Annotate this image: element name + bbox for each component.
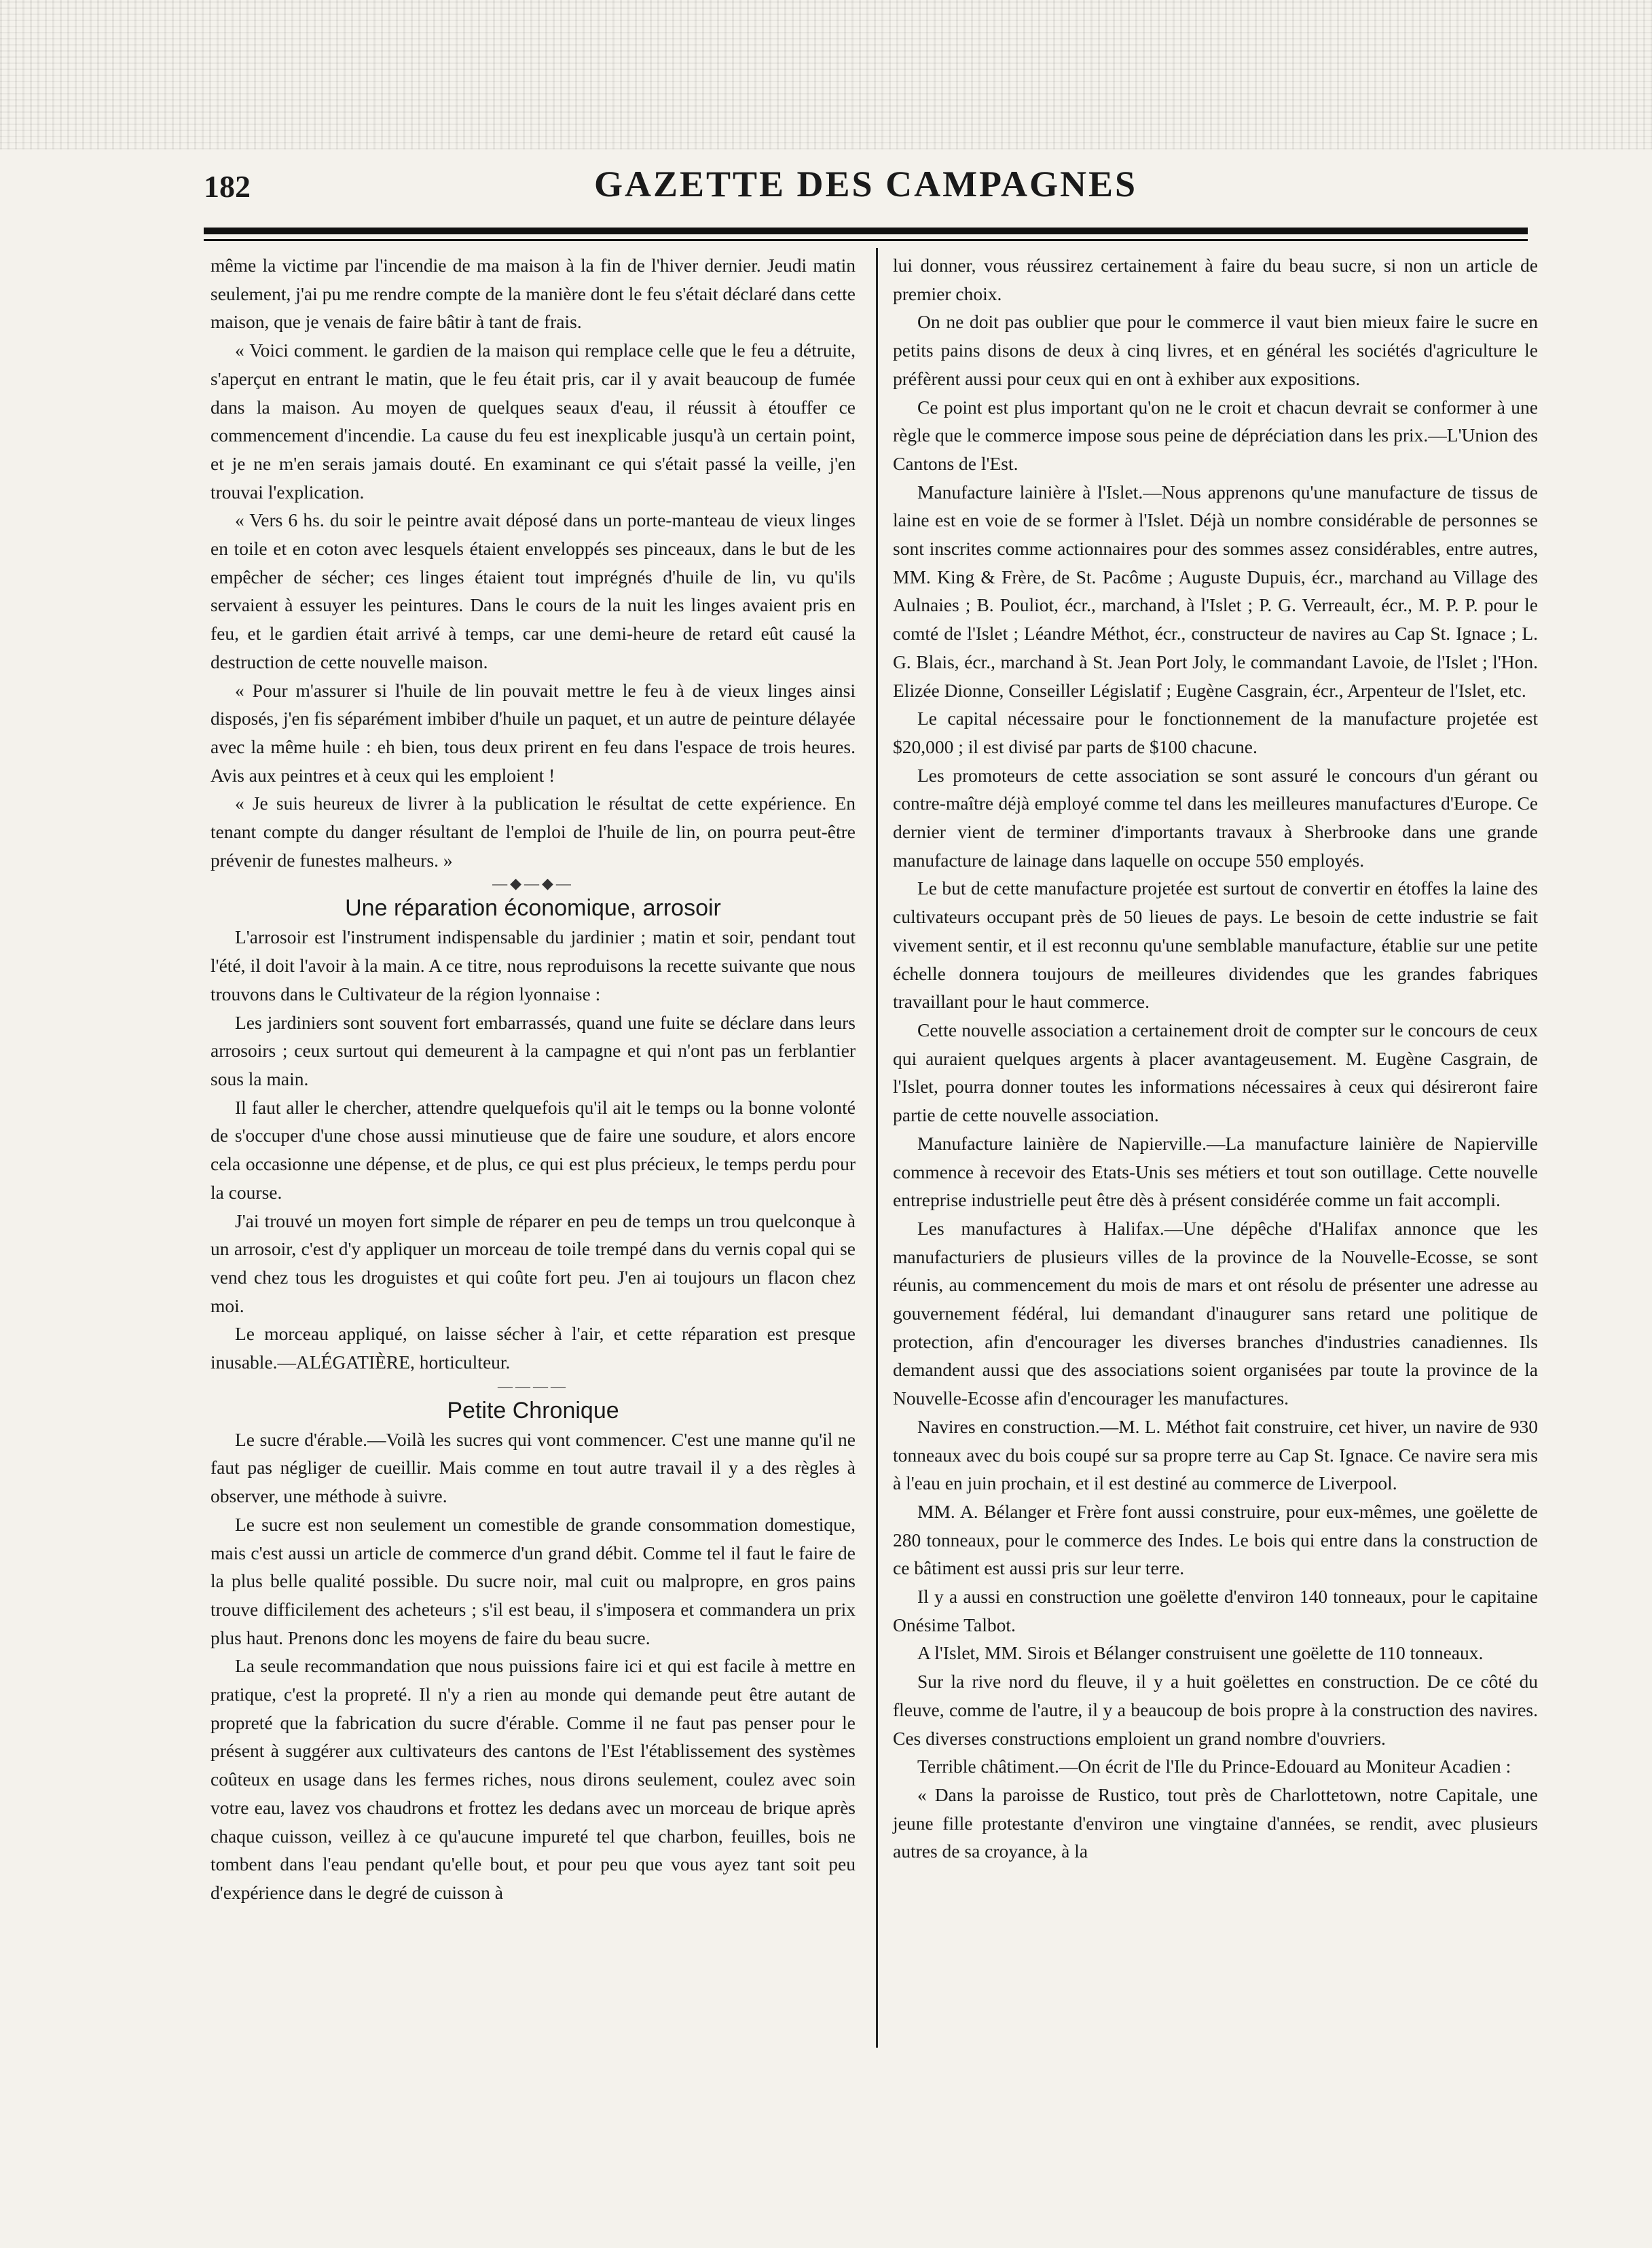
- scan-noise: [0, 0, 1652, 149]
- paragraph: Ce point est plus important qu'on ne le croit et chacun devrait se conformer à une règle que le commerce impose sous peine de dépréciation dans les prix.—L'Union des Cantons de l'Est.: [893, 396, 1538, 474]
- paragraph: Manufacture lainière à l'Islet.—Nous apprenons qu'une manufacture de tissus de laine est en voie de se former à l'Islet. Déjà un nombre considérable de personnes se sont inscrites comme actionnaires pour des sommes assez considérables, entre autres, MM. King & Frère, de St. Pacôme ; Auguste Dupuis, écr., marchand au Village des Aulnaies ; B. Pouliot, écr., marchand, à l'Islet ; P. G. Verreault, écr., M. P. P. pour le comté de l'Islet ; Léandre Méthot, écr., constructeur de navires au Cap St. Ignace ; L. G. Blais, écr., marchand à St. Jean Port Joly, le commandant Lavoie, de l'Islet ; l'Hon. Elizée Dionne, Conseiller Législatif ; Eugène Casgrain, écr., Arpenteur de l'Islet, etc.: [893, 481, 1538, 701]
- paragraph: Navires en construction.—M. L. Méthot fait construire, cet hiver, un navire de 930 tonneaux avec du bois coupé sur sa propre terre au Cap St. Ignace. Ce navire sera mis à l'eau en juin prochain, et il est destiné au commerce de Liverpool.: [893, 1415, 1538, 1494]
- separator-ornament: ————: [498, 1377, 568, 1394]
- paragraph: Terrible châtiment.—On écrit de l'Ile du Prince-Edouard au Moniteur Acadien :: [917, 1756, 1511, 1777]
- paragraph: « Je suis heureux de livrer à la publication le résultat de cette expérience. En tenant compte du danger résultant de l'emploi de l'huile de lin, on pourra peut-être prévenir de funestes malheurs. »: [210, 793, 856, 871]
- page-number: 182: [204, 169, 251, 204]
- paragraph: Cette nouvelle association a certainement droit de compter sur le concours de ceux qui auraient quelques argents à placer avantageusement. M. Eugène Casgrain, de l'Islet, pourra donner toutes les informations nécessaires à ceux qui désireront faire partie de cette nouvelle association.: [893, 1019, 1538, 1126]
- left-column: [210, 251, 856, 1907]
- paragraph: « Dans la paroisse de Rustico, tout près de Charlottetown, notre Capitale, une jeune fille protestante d'environ une vingtaine d'années, se rendit, avec plusieurs autres de sa croyance, à la: [893, 1783, 1538, 1862]
- separator-ornament: —◆—◆—: [492, 875, 574, 892]
- paragraph: Il y a aussi en construction une goëlette d'environ 140 tonneaux, pour le capitaine Onésime Talbot.: [893, 1586, 1538, 1635]
- right-column: [893, 251, 1538, 1866]
- masthead-title: GAZETTE DES CAMPAGNES: [593, 164, 1138, 204]
- paragraph: Manufacture lainière de Napierville.—La manufacture lainière de Napierville commence à recevoir des Etats-Unis ses métiers et tout son outillage. Cette nouvelle entreprise industrielle peut être dès à présent considérée comme un fait accompli.: [893, 1132, 1538, 1211]
- paragraph: Les jardiniers sont souvent fort embarrassés, quand une fuite se déclare dans leurs arrosoirs ; ceux surtout qui demeurent à la campagne et qui n'ont pas un ferblantier sous la main.: [210, 1011, 856, 1089]
- header-rule-thick: [204, 228, 1528, 234]
- header-rule-thin: [204, 239, 1528, 241]
- section-title: Une réparation économique, arrosoir: [345, 895, 721, 922]
- paragraph: Le but de cette manufacture projetée est surtout de convertir en étoffes la laine des cultivateurs occupant près de 50 lieues de pays. Le besoin de cette industrie se fait vivement sentir, et il est reconnu qu'une semblable manufacture, établie sur une petite échelle donnera toujours de meilleures dividendes que les grandes fabriques travaillant pour le haut commerce.: [893, 877, 1538, 1013]
- paragraph: Le capital nécessaire pour le fonctionnement de la manufacture projetée est $20,000 ; il est divisé par parts de $100 chacune.: [893, 708, 1538, 757]
- section-title: Petite Chronique: [447, 1397, 619, 1424]
- paragraph: J'ai trouvé un moyen fort simple de réparer en peu de temps un trou quelconque à un arrosoir, c'est d'y appliquer un morceau de toile trempé dans du vernis copal qui se vend chez tous les droguistes et qui coûte fort peu. J'en ai toujours un flacon chez moi.: [210, 1210, 856, 1316]
- paragraph: La seule recommandation que nous puissions faire ici et qui est facile à mettre en pratique, c'est la propreté. Il n'y a rien au monde qui demande peut être autant de propreté que la fabrication du sucre d'érable. Comme il ne faut pas penser pour le présent à suggérer aux cultivateurs des cantons de l'Est l'établissement des systèmes coûteux en usage dans les fermes riches, nous dirons seulement, coulez avec soin votre eau, lavez vos chaudrons et frottez les dedans avec un morceau de brique après chaque cuisson, veillez à ce qu'aucune impureté tel que charbon, feuilles, bois ne tombent dans l'eau pendant qu'elle bout, et pour peu que vous ayez tant soit peu d'expérience dans le degré de cuisson à: [210, 1655, 856, 1903]
- paragraph: même la victime par l'incendie de ma maison à la fin de l'hiver dernier. Jeudi matin seulement, j'ai pu me rendre compte de la manière dont le feu s'était déclaré dans cette maison, que je venais de faire bâtir à tant de frais.: [210, 255, 856, 333]
- page-header: [204, 163, 1528, 217]
- paragraph: Il faut aller le chercher, attendre quelquefois qu'il ait le temps ou la bonne volonté de s'occuper d'une chose aussi minutieuse que de faire une soudure, et alors encore cela occasionne une dépense, et de plus, ce qui est plus précieux, le temps perdu pour la course.: [210, 1096, 856, 1203]
- paragraph: « Pour m'assurer si l'huile de lin pouvait mettre le feu à de vieux linges ainsi disposés, j'en fis séparément imbiber d'huile un paquet, et un autre de peinture délayée avec la même huile : eh bien, tous deux prirent en feu dans l'espace de trois heures. Avis aux peintres et à ceux qui les emploient !: [210, 679, 856, 786]
- paragraph: Les manufactures à Halifax.—Une dépêche d'Halifax annonce que les manufacturiers de plusieurs villes de la province de la Nouvelle-Ecosse, se sont réunis, au commencement du mois de mars et ont résolu de présenter une adresse au gouvernement fédéral, lui demandant d'inaugurer sans retard une politique de protection, afin d'encourager les diverses branches d'industries canadiennes. Ils demandent aussi que des associations soient organisées par toute la province de la Nouvelle-Ecosse afin d'encourager les manufactures.: [893, 1217, 1538, 1409]
- paragraph: Le sucre d'érable.—Voilà les sucres qui vont commencer. C'est une manne qu'il ne faut pas négliger de cueillir. Mais comme en tout autre travail il y a des règles à observer, une méthode à suivre.: [210, 1428, 856, 1507]
- paragraph: MM. A. Bélanger et Frère font aussi construire, pour eux-mêmes, une goëlette de 280 tonneaux, pour le commerce des Indes. Le bois qui entre dans la construction de ce bâtiment est aussi pris sur leur terre.: [893, 1500, 1538, 1579]
- paragraph: Le sucre est non seulement un comestible de grande consommation domestique, mais c'est aussi un article de commerce d'un grand débit. Comme tel il faut le faire de la plus belle qualité possible. Du sucre noir, mal cuit ou malpropre, en gros pains trouve difficilement des acheteurs ; s'il est beau, il s'imposera et commandera un prix plus haut. Prenons donc les moyens de faire du beau sucre.: [210, 1513, 856, 1648]
- paragraph: A l'Islet, MM. Sirois et Bélanger construisent une goëlette de 110 tonneaux.: [917, 1642, 1484, 1664]
- paragraph: Sur la rive nord du fleuve, il y a huit goëlettes en construction. De ce côté du fleuve, comme de l'autre, il y a beaucoup de bois propre à la construction des navires. Ces diverses constructions emploient un grand nombre d'ouvriers.: [893, 1671, 1538, 1749]
- paragraph: Le morceau appliqué, on laisse sécher à l'air, et cette réparation est presque inusable.—ALÉGATIÈRE, horticulteur.: [210, 1323, 856, 1373]
- paragraph: « Vers 6 hs. du soir le peintre avait déposé dans un porte-manteau de vieux linges en toile et en coton avec lesquels étaient enveloppés ses pinceaux, dans le but de les empêcher de sécher; ces linges étaient tout imprégnés d'huile de lin, vu qu'ils servaient à essuyer les peintures. Dans le cours de la nuit les linges avaient pris en feu, et le gardien était arrivé à temps, car une demi-heure de retard eût causé la destruction de cette nouvelle maison.: [210, 509, 856, 672]
- paragraph: On ne doit pas oublier que pour le commerce il vaut bien mieux faire le sucre en petits pains disons de deux à cinq livres, et en général les sociétés d'agriculture le préfèrent aussi pour ceux qui en ont à exhiber aux expositions.: [893, 311, 1538, 389]
- column-divider: [876, 248, 878, 2048]
- paragraph: « Voici comment. le gardien de la maison qui remplace celle que le feu a détruite, s'aperçut en entrant le matin, que le feu était pris, car il y avait beaucoup de fumée dans la maison. Au moyen de quelques seaux d'eau, il réussit à étouffer ce commencement d'incendie. La cause du feu est inexplicable jusqu'à un certain point, et je ne m'en serais jamais douté. En examinant ce qui s'était passé la veille, j'en trouvai l'explication.: [210, 340, 856, 503]
- paragraph: Les promoteurs de cette association se sont assuré le concours d'un gérant ou contre-maître déjà employé comme tel dans les meilleures manufactures d'Europe. Ce dernier vient de terminer d'importants travaux à Sherbrooke dans une grande manufacture de lainage dans laquelle on occupe 550 employés.: [893, 764, 1538, 871]
- paragraph: lui donner, vous réussirez certainement à faire du beau sucre, si non un article de premier choix.: [893, 255, 1538, 304]
- paragraph: L'arrosoir est l'instrument indispensable du jardinier ; matin et soir, pendant tout l'été, il doit l'avoir à la main. A ce titre, nous reproduisons la recette suivante que nous trouvons dans le Cultivateur de la région lyonnaise :: [210, 926, 856, 1004]
